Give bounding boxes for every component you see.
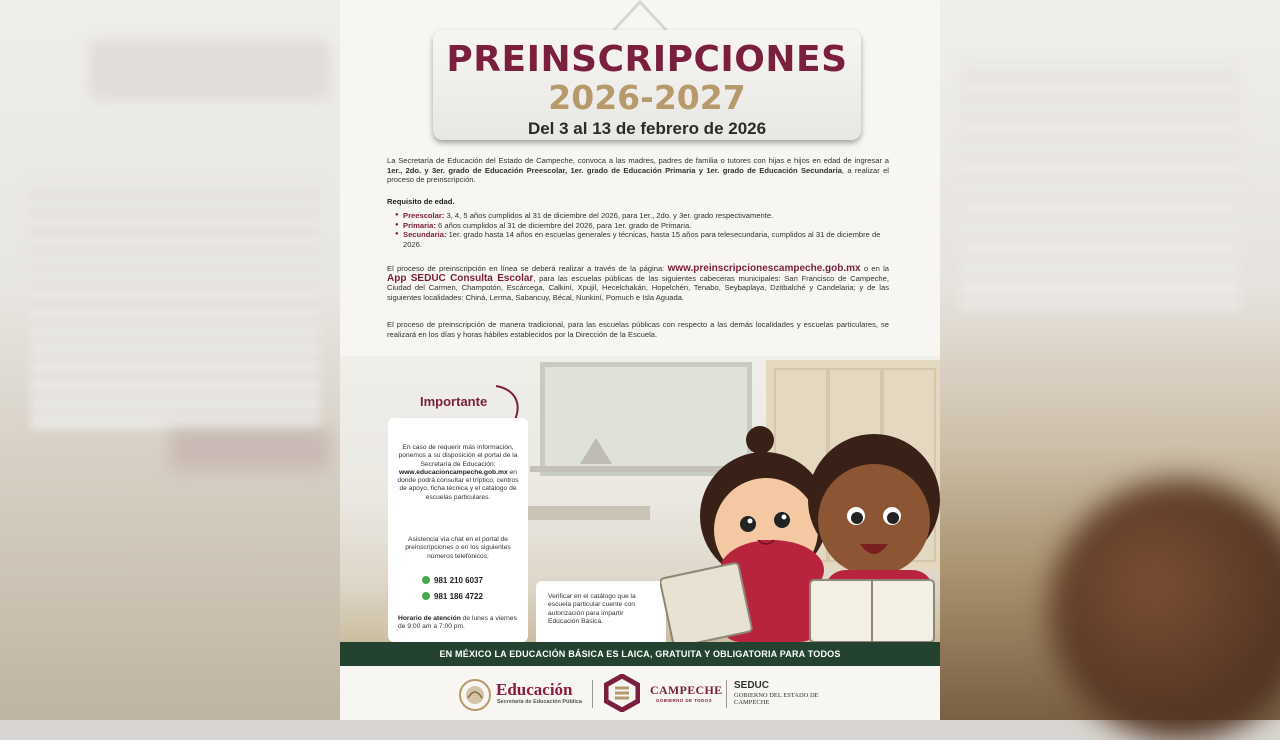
seduc-text: SEDUC [734, 680, 770, 691]
info-text [396, 444, 520, 502]
info-text-b: en donde podrá consultar el tríptico, centros de apoyo, ficha técnica y el catálogo de escuelas particulares. [397, 468, 519, 501]
desk [520, 506, 650, 520]
campeche-text: CAMPECHE [650, 683, 723, 697]
children-reading-illustration [660, 420, 940, 642]
intro-grades: 1er., 2do. y 3er. grado de Educación Preescolar, 1er. grado de Educación Primaria y 1er. grado de Educación Secundaria [387, 165, 842, 175]
hours [398, 615, 520, 632]
verify-note [536, 581, 666, 642]
list-item [395, 211, 889, 221]
online-text: El proceso de preinscripción en línea se deberá realizar a través de la página: [387, 264, 668, 273]
chat-text: Asistencia vía chat en el portal de preinscripciones o en los siguientes números telefónicos: [405, 536, 511, 560]
whatsapp-icon [422, 576, 430, 584]
important-heading: Importante [420, 394, 488, 409]
note-text: Verificar en el catálogo que la escuela particular cuente con autorización para impartir Educación Básica. [548, 593, 636, 625]
intro-text-end: , a realizar el proceso de preinscripción. [387, 165, 889, 185]
preinscripciones-link[interactable]: www.preinscripcionescampeche.gob.mx [667, 263, 861, 274]
list-item [395, 221, 889, 231]
title-card [433, 30, 861, 140]
educacion-link[interactable]: www.educacioncampeche.gob.mx [399, 468, 508, 476]
blurred-background-left [0, 0, 340, 720]
online-paragraph [387, 264, 889, 302]
req-text: 6 años cumplidos al 31 de diciembre del 2026, para 1er. grado de Primaria. [435, 220, 692, 230]
req-text: 3, 4, 5 años cumplidos al 31 de diciembre del 2026, para 1er., 2do. y 3er. grado respectivamente. [444, 211, 774, 220]
poster [340, 0, 940, 720]
seduc-sub: GOBIERNO DEL ESTADO DE CAMPECHE [734, 692, 819, 706]
intro-paragraph [387, 156, 889, 185]
footer-logos [340, 666, 940, 720]
app-name: App SEDUC Consulta Escolar [387, 272, 534, 284]
divider [726, 680, 727, 708]
hours-text: de lunes a viernes de 9:00 am a 7:00 pm. [398, 615, 517, 631]
whatsapp-icon [422, 592, 430, 600]
phone-2[interactable] [422, 592, 483, 601]
req-text: 1er. grado hasta 14 años en escuelas generales y técnicas, hasta 15 años para telesecundaria, cumplidos al 31 de diciembre de 2026. [403, 230, 881, 249]
sep-text: Secretaría de Educación Pública [497, 699, 582, 705]
slogan-band: EN MÉXICO LA EDUCACIÓN BÁSICA ES LAICA, GRATUITA Y OBLIGATORIA PARA TODOS [340, 642, 940, 666]
campeche-logo [604, 674, 640, 712]
hanger-icon [608, 0, 672, 32]
blur-shape [170, 430, 330, 470]
hours-label: Horario de atención [398, 615, 461, 622]
phone-number: 981 210 6037 [434, 576, 483, 585]
phone-number: 981 186 4722 [434, 592, 483, 601]
blur-shape [30, 180, 320, 430]
info-box [388, 418, 528, 642]
blurred-background-right [940, 0, 1280, 720]
blur-shape [960, 60, 1240, 310]
set-square [580, 438, 612, 464]
divider [592, 680, 593, 708]
req-label: Preescolar: [403, 211, 445, 220]
traditional-paragraph: El proceso de preinscripción de manera tradicional, para las escuelas públicas con respecto a las demás localidades y escuelas particulares, se realizará en los días y horas hábiles establecidos por la Dirección de la Escuela. [387, 320, 889, 339]
list-item [395, 230, 889, 249]
blurred-face [1050, 480, 1280, 740]
campeche-sub: GOBIERNO DE TODOS [656, 698, 712, 703]
mexico-seal-logo [458, 678, 492, 712]
blur-shape [90, 40, 330, 100]
school-year: 2026-2027 [548, 78, 746, 117]
online-text: , para las escuelas públicas de las siguientes cabeceras municipales: San Francisco de Campeche, Ciudad del Carmen, Champotón, Escárcega, Calkiní, Xpujil, Hecelchakán, Hopelchén, Tenabo, Seybaplaya, Dzitbalché y Candelaria; y de las siguientes localidades: Chiná, Lerma, Sabancuy, Bécal, Nunkiní, Pomuch e Isla Aguada. [387, 273, 889, 302]
online-text: o en la [860, 264, 889, 273]
phone-1[interactable] [422, 576, 483, 585]
page-title: PREINSCRIPCIONES [446, 39, 848, 80]
educacion-logo-text: Educación [496, 680, 573, 699]
requirements-title: Requisito de edad. [387, 197, 455, 206]
intro-text: La Secretaría de Educación del Estado de Campeche, convoca a las madres, padres de familia o tutores con hijas e hijos en edad de ingresar a [387, 156, 889, 165]
info-text-a: En caso de requerir más información, ponemos a su disposición el portal de la Secretaría de Educación: [398, 444, 518, 468]
req-label: Primaria: [403, 220, 436, 230]
requirements-list [395, 211, 889, 249]
req-label: Secundaria: [403, 230, 447, 240]
registration-dates: Del 3 al 13 de febrero de 2026 [527, 119, 767, 138]
